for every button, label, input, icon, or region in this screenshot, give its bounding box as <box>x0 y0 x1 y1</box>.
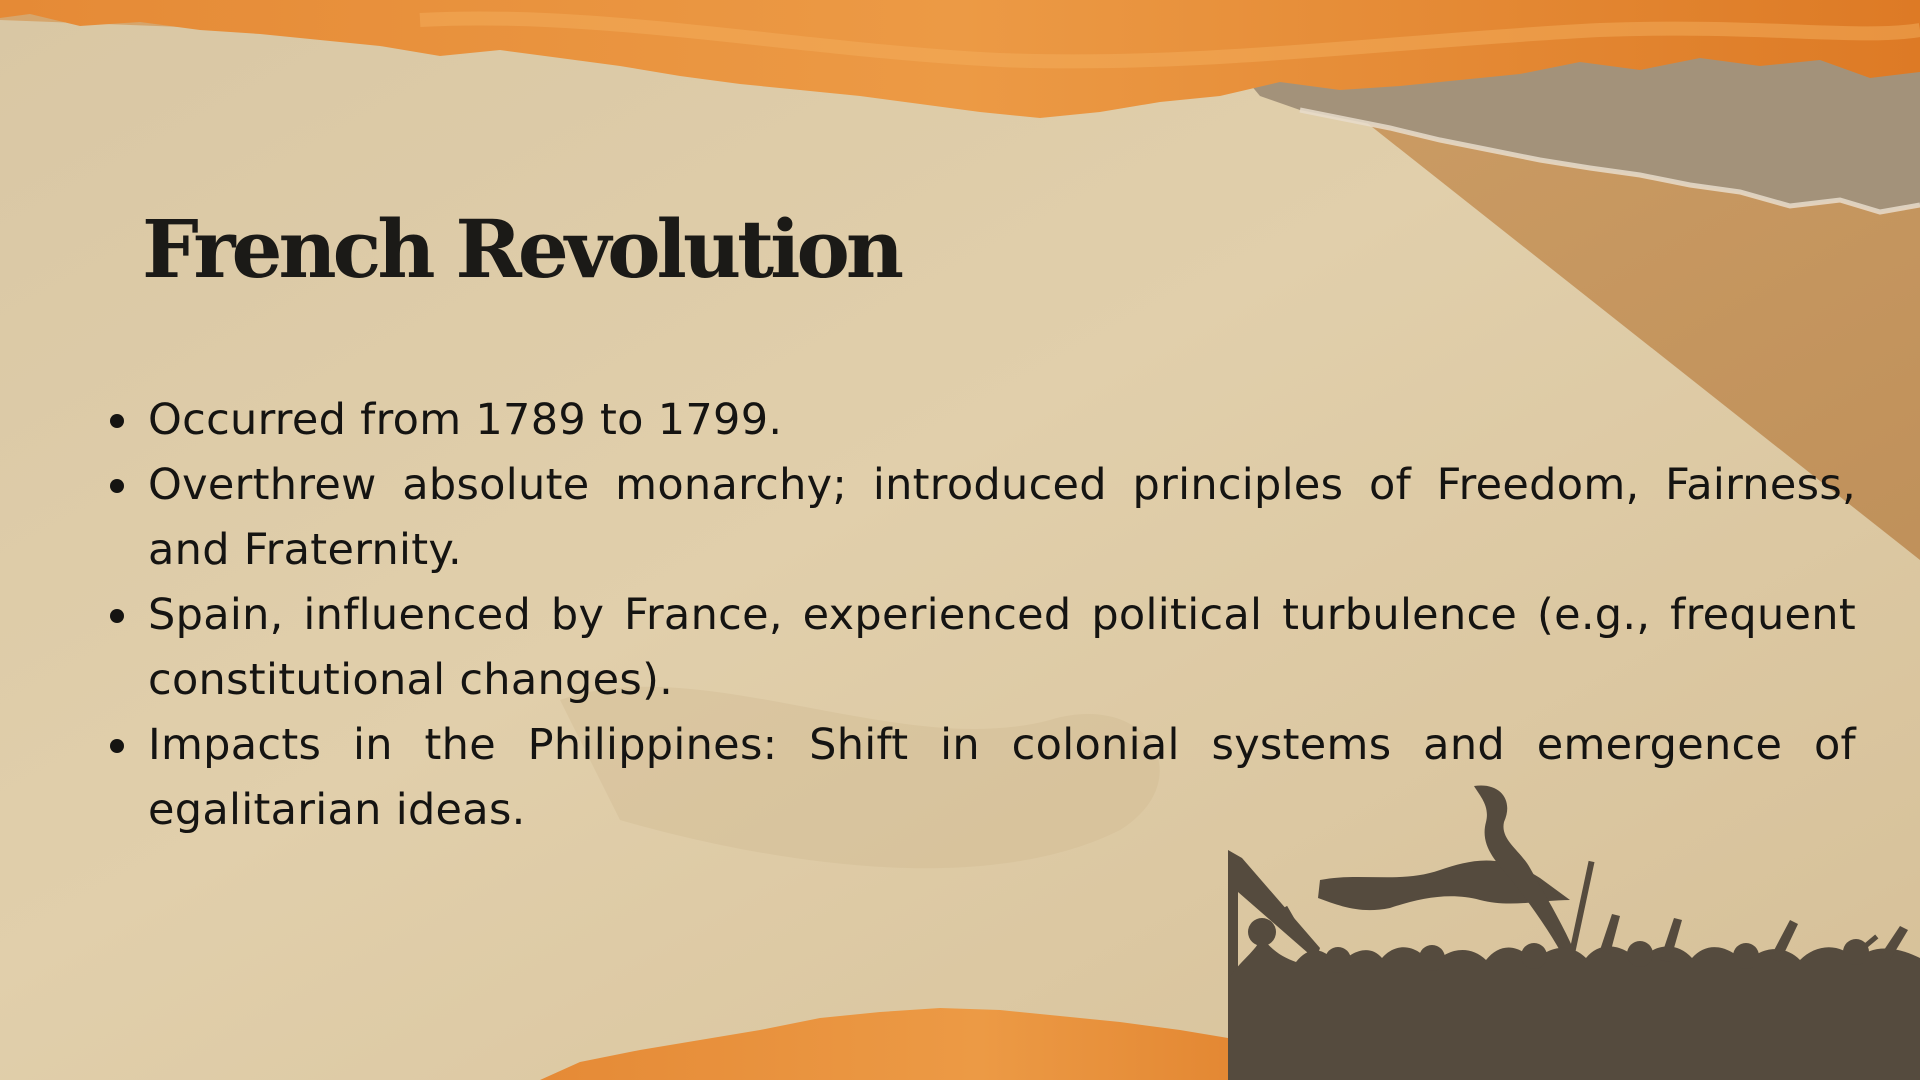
bullet-text: Overthrew absolute monarchy; introduced principles of Freedom, Fairness, and Fraternity. <box>148 460 1856 575</box>
list-item <box>108 388 1856 453</box>
list-item <box>108 583 1856 713</box>
slide-title: French Revolution <box>142 202 900 296</box>
bullet-dot-icon <box>110 609 124 623</box>
list-item <box>108 713 1856 843</box>
bullet-list <box>108 388 1856 843</box>
list-item <box>108 453 1856 583</box>
bullet-dot-icon <box>110 479 124 493</box>
bullet-text: Occurred from 1789 to 1799. <box>148 395 783 445</box>
bullet-dot-icon <box>110 414 124 428</box>
bullet-text: Impacts in the Philippines: Shift in colonial systems and emergence of egalitarian ideas. <box>148 720 1856 835</box>
bullet-dot-icon <box>110 739 124 753</box>
bullet-text: Spain, influenced by France, experienced political turbulence (e.g., frequent constitutional changes). <box>148 590 1856 705</box>
